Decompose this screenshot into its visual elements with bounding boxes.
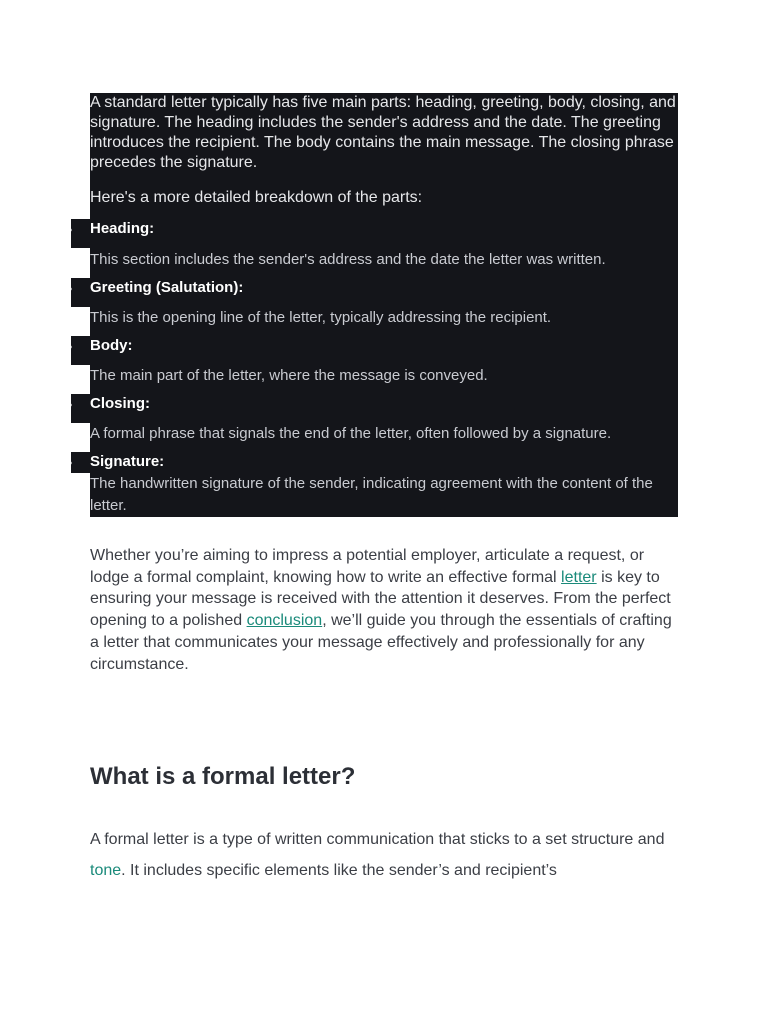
featured-snippet [67, 93, 678, 517]
list-item [67, 278, 678, 336]
tone-link[interactable]: tone [90, 862, 122, 879]
list-item [67, 452, 678, 517]
intro-paragraph [90, 545, 678, 675]
paragraph-text: . It includes specific elements like the sender’s and recipient’s [121, 862, 557, 879]
parts-list [67, 219, 678, 517]
part-heading-row [67, 336, 678, 365]
conclusion-link[interactable]: conclusion [246, 612, 323, 630]
part-title: Heading: [90, 220, 155, 237]
bullet-icon: • [67, 397, 73, 414]
paragraph-text: A formal letter is a type of written communication that sticks to a set structure and [90, 831, 665, 848]
section-heading: What is a formal letter? [90, 763, 356, 790]
part-description: The handwritten signature of the sender, indicating agreement with the content of the letter. [90, 473, 678, 517]
letter-link[interactable]: letter [561, 568, 597, 586]
part-heading-row [67, 394, 678, 423]
part-description: A formal phrase that signals the end of the letter, often followed by a signature. [90, 423, 678, 452]
bullet-icon: • [67, 222, 73, 239]
list-item [67, 336, 678, 394]
bullet-icon: • [67, 339, 73, 356]
paragraph-text: is key to ensuring your message is received with the attention it deserves. From the perfect opening to a polished [90, 568, 671, 630]
bullet-icon: • [67, 281, 73, 298]
part-title: Greeting (Salutation): [90, 279, 244, 296]
list-item [67, 219, 678, 278]
definition-paragraph [90, 824, 678, 886]
paragraph-text: , we’ll guide you through the essentials of crafting a letter that communicates your message effectively and professionally for any circumstance. [90, 612, 672, 673]
part-title: Body: [90, 337, 133, 354]
part-description: The main part of the letter, where the message is conveyed. [90, 365, 678, 394]
part-title: Signature: [90, 453, 165, 470]
snippet-block [90, 93, 678, 219]
paragraph-text: Whether you’re aiming to impress a potential employer, articulate a request, or lodge a formal complaint, knowing how to write an effective formal [90, 547, 645, 586]
part-heading-row [67, 452, 678, 473]
bullet-icon: • [67, 455, 73, 472]
part-description: This section includes the sender's address and the date the letter was written. [90, 248, 678, 278]
part-heading-row [67, 278, 678, 307]
list-item [67, 394, 678, 452]
part-heading-row [67, 219, 678, 248]
snippet-intro: A standard letter typically has five main parts: heading, greeting, body, closing, and signature. The heading includes the sender's address and the date. The greeting introduces the recipient. The body contains the main message. The closing phrase precedes the signature. [90, 94, 676, 171]
part-title: Closing: [90, 395, 150, 412]
part-description: This is the opening line of the letter, typically addressing the recipient. [90, 307, 678, 336]
snippet-subheading: Here's a more detailed breakdown of the parts: [90, 189, 423, 206]
